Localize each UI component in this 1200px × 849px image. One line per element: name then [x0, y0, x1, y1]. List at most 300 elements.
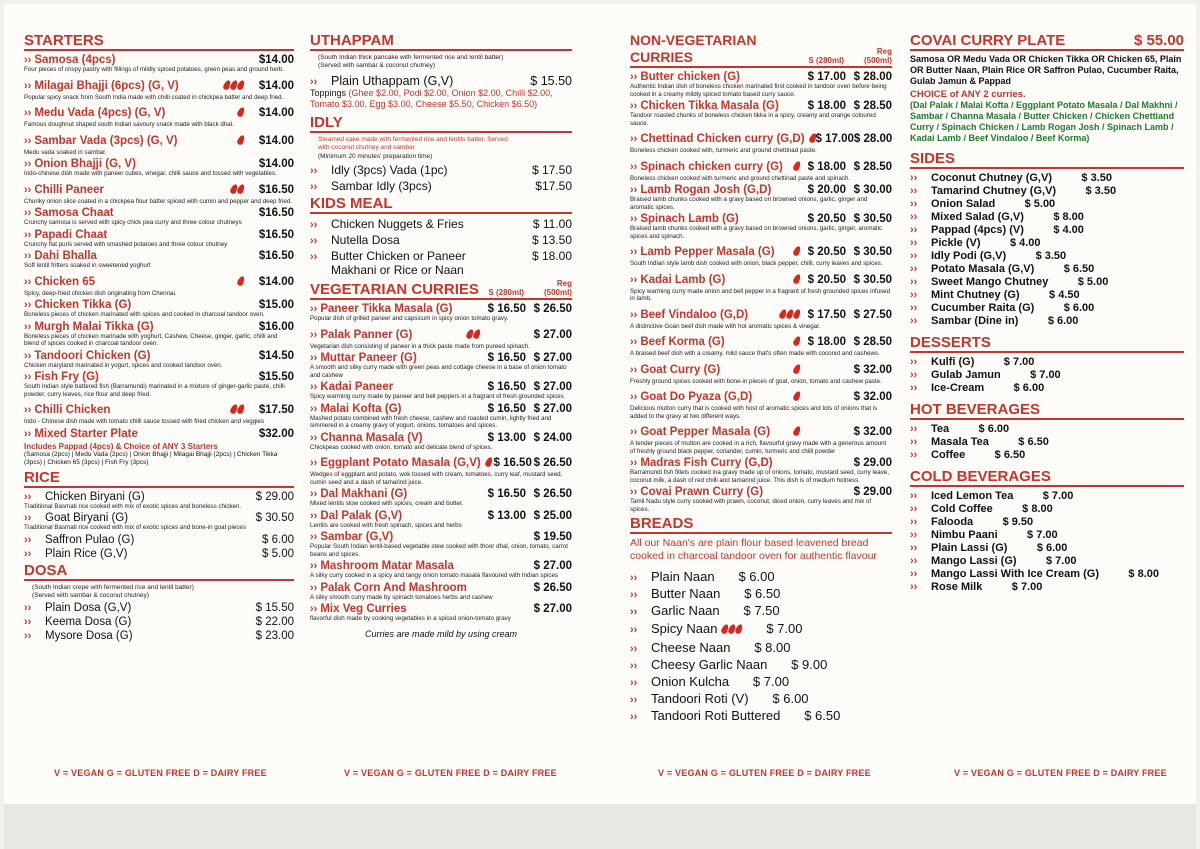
item-name: Plain Uthappam (G,V)	[331, 74, 454, 88]
item-desc: Popular spicy snack from South India made with chilli coated in chickpea batter and deep fried.	[24, 93, 284, 101]
item-row	[910, 315, 1078, 327]
item-name: Beef Vindaloo (G,D)	[640, 308, 749, 321]
arrow-icon: ››	[630, 624, 638, 636]
arrow-icon: ››	[910, 555, 918, 567]
item-name: Cold Coffee	[931, 503, 993, 515]
item-name: Sambar Vada (3pcs) (G, V)	[34, 134, 178, 147]
item-name: Iced Lemon Tea	[931, 490, 1014, 502]
item-row	[910, 490, 1073, 502]
item-name: Chicken Biryani (G)	[45, 490, 145, 503]
arrow-icon: ››	[24, 228, 32, 241]
item-name: Channa Masala (V)	[320, 431, 423, 444]
menu-item	[910, 356, 1184, 368]
menu-item	[910, 449, 1184, 461]
item-name: Madras Fish Curry (G,D)	[640, 457, 773, 469]
item-price: $16.50	[258, 228, 294, 241]
item-row	[630, 387, 892, 405]
menu-item	[24, 299, 294, 319]
item-desc: Boneless pieces of chicken marinade with yoghurt, Cashew, Cheese, ginger, garlic, chilli and blend of spices cooked in charcoal tandoor oven.	[24, 332, 278, 347]
item-price: $ 7.00	[1011, 581, 1043, 593]
nonveg-header	[630, 32, 892, 68]
sides-header	[910, 150, 1184, 169]
price-regular: $ 30.50	[853, 246, 892, 258]
cold-header	[910, 468, 1184, 487]
desserts-header	[910, 334, 1184, 353]
item-desc: Tandoor roasted chunks of boneless chicken tikka in a spicy, creamy and orange coloured sauce.	[630, 112, 876, 127]
arrow-icon: ››	[24, 183, 32, 196]
menu-item	[24, 491, 294, 511]
item-row	[310, 303, 572, 315]
item-row	[630, 305, 892, 323]
item-name: Malai Kofta (G)	[320, 402, 402, 415]
item-price: $ 15.50	[530, 74, 572, 88]
arrow-icon: ››	[24, 490, 32, 503]
price-small: $ 18.00	[807, 160, 846, 173]
item-price: $14.50	[258, 349, 294, 362]
price-regular: $ 28.50	[853, 160, 892, 173]
col-regular: Reg (500ml)	[863, 47, 892, 65]
item-row	[910, 172, 1112, 184]
breads-title: BREADS	[630, 515, 694, 532]
sides-title: SIDES	[910, 150, 956, 167]
idly-note-1: Steamed cake made with fermented rice and lentils batter. Served	[318, 136, 508, 143]
arrow-icon: ››	[24, 158, 32, 170]
arrow-icon: ››	[910, 503, 918, 515]
arrow-icon: ››	[630, 71, 638, 83]
arrow-icon: ››	[630, 426, 638, 438]
item-row	[630, 674, 789, 689]
item-name: Chicken Tikka (G)	[34, 299, 132, 311]
menu-item	[630, 270, 892, 303]
item-desc: Lentils are cooked with fresh spinach, spices and herbs	[310, 521, 462, 529]
price-regular: $ 27.50	[853, 308, 892, 321]
item-row	[24, 616, 294, 628]
nonveg-title: NON-VEGETARIAN CURRIES	[630, 32, 757, 65]
menu-item	[630, 71, 892, 98]
item-name: Butter Naan	[651, 586, 721, 601]
arrow-icon: ››	[910, 198, 918, 210]
item-row	[630, 129, 892, 147]
item-row	[24, 491, 294, 503]
combo-note: Includes Pappad (4pcs) & Choice of ANY 3 Starters	[24, 441, 218, 451]
item-name: Idly (3pcs) Vada (1pc)	[331, 163, 448, 177]
menu-item	[630, 620, 892, 638]
menu-sheet	[4, 4, 1196, 804]
item-row	[910, 382, 1044, 394]
item-row	[24, 400, 294, 418]
item-price: $ 8.00	[1128, 568, 1159, 580]
item-price: $ 6.00	[1013, 382, 1045, 394]
arrow-icon: ››	[24, 79, 32, 92]
item-row	[630, 242, 892, 260]
arrow-icon: ››	[24, 349, 32, 362]
price-small: $ 18.00	[807, 100, 846, 112]
menu-item	[310, 352, 572, 379]
menu-item	[24, 371, 294, 398]
menu-item	[310, 582, 572, 602]
chili-icons	[485, 453, 492, 471]
menu-item	[630, 486, 892, 513]
chili-icons	[793, 332, 800, 350]
item-row	[910, 436, 1049, 448]
item-row	[630, 100, 892, 112]
arrow-icon: ››	[310, 303, 318, 315]
item-price: $ 6.00	[1063, 302, 1095, 314]
menu-item	[910, 302, 1184, 314]
item-name: Masala Tea	[931, 436, 989, 448]
arrow-icon: ››	[310, 581, 318, 594]
dosa-note-2: (Served with sambar & coconut chutney)	[32, 591, 150, 599]
item-name: Eggplant Potato Masala (G,V)	[320, 457, 481, 469]
price-regular: $ 32.00	[853, 391, 892, 403]
item-desc: Crunchy flat puris served with smashed potatoes and three colour chutney	[24, 240, 228, 248]
item-price: $ 3.50	[1085, 185, 1117, 197]
uthappam-note-1: (South Indian thick pancake with fermented rice and lentil batter)	[318, 54, 504, 61]
price-small: $ 16.50	[487, 402, 526, 415]
item-name: Kadai Paneer	[320, 381, 394, 393]
price-small: $ 16.50	[493, 457, 532, 469]
item-price: $ 6.00	[262, 533, 294, 546]
item-row	[630, 620, 802, 638]
panel-starters-rice-dosa	[24, 30, 294, 804]
price-regular: $ 27.00	[533, 603, 572, 615]
item-name: Paneer Tikka Masala (G)	[320, 303, 453, 315]
item-price: $ 30.50	[255, 512, 294, 524]
item-price: $ 7.00	[1003, 356, 1035, 368]
legend-2: V = VEGAN G = GLUTEN FREE D = DAIRY FREE	[344, 768, 557, 778]
item-desc: Tamil Nadu style curry cooked with prawn, coconut, diced onion, curry leaves and mix of spices.	[630, 498, 872, 513]
item-row	[24, 76, 294, 94]
item-name: Dahi Bhalla	[34, 250, 97, 262]
item-price: $ 6.00	[1047, 315, 1079, 327]
starters-title: STARTERS	[24, 32, 104, 49]
col-regular: Reg (500ml)	[543, 279, 572, 297]
item-name: Coffee	[931, 449, 966, 461]
item-name: Mixed Salad (G,V)	[931, 211, 1024, 223]
menu-item	[310, 163, 572, 177]
item-name: Plain Dosa (G,V)	[45, 601, 132, 614]
item-desc: Mashed potato combined with fresh cheese, cashew and roasted cumin, lightly fried and simmered in a creamy gravy of yogurt, onions, tomatoes and spices.	[310, 414, 552, 429]
arrow-icon: ››	[310, 328, 318, 341]
item-row	[910, 250, 1066, 262]
item-row	[630, 422, 892, 440]
menu-item	[630, 569, 892, 584]
item-name: Cheesy Garlic Naan	[651, 657, 768, 672]
item-price: $ 6.50	[994, 449, 1026, 461]
arrow-icon: ››	[630, 589, 638, 601]
item-price: $ 7.50	[743, 603, 780, 618]
menu-item	[24, 548, 294, 560]
item-row	[910, 302, 1094, 314]
item-name: Pappad (4pcs) (V)	[931, 224, 1024, 236]
arrow-icon: ››	[310, 560, 318, 572]
hot-list	[910, 423, 1184, 461]
covai-title: COVAI CURRY PLATE	[910, 32, 1066, 49]
item-row	[630, 586, 780, 601]
item-name: Mashroom Matar Masala	[320, 560, 454, 572]
arrow-icon: ››	[910, 289, 918, 301]
item-name: Onion Bhajji (G, V)	[34, 158, 136, 170]
item-name: Milagai Bhajji (6pcs) (G, V)	[34, 79, 179, 92]
item-price: $ 7.00	[1027, 529, 1058, 541]
menu-item	[24, 180, 294, 206]
menu-item	[910, 289, 1184, 301]
item-desc: Four pieces of crispy pastry with fillings of mildly spiced potatoes, green peas and ground herb.	[24, 66, 285, 73]
chili-icons	[793, 270, 800, 288]
item-desc: Authentic Indian dish of boneless chicken marinated first cooked in tandoor oven before being cooked in a creamy mildly spiced tomato based curry sauce.	[630, 83, 887, 98]
menu-item	[24, 602, 294, 614]
price-regular: $ 26.50	[533, 303, 572, 315]
price-small: $ 17.50	[807, 308, 846, 321]
chili-icons	[230, 180, 244, 198]
item-row	[630, 691, 809, 706]
menu-item	[910, 423, 1184, 435]
item-row	[24, 54, 294, 66]
price-regular: $ 28.50	[853, 100, 892, 112]
item-row	[630, 657, 827, 672]
item-row	[910, 581, 1042, 593]
arrow-icon: ››	[910, 185, 918, 197]
item-row	[310, 249, 572, 263]
item-name: Murgh Malai Tikka (G)	[34, 320, 154, 333]
item-desc: Mixed lentils slow cooked with spices, cream and butter.	[310, 500, 464, 507]
item-row	[24, 299, 294, 311]
uthappam-section	[310, 32, 572, 110]
toppings-list: (Ghee $2.00, Podi $2.00, Onion $2.00, Chilli $2.00, Tomato $3.00, Egg $3.00, Cheese $5.50, Chicken $6.50)	[310, 88, 553, 109]
menu-item	[24, 512, 294, 532]
idly-title: IDLY	[310, 114, 343, 131]
curries-footnote: Curries are made mild by using cream	[364, 628, 518, 639]
menu-item	[24, 250, 294, 270]
arrow-icon: ››	[910, 490, 918, 502]
arrow-icon: ››	[910, 250, 918, 262]
arrow-icon: ››	[24, 250, 32, 262]
item-desc: Spicy warming curry made onion and bell pepper in a fragrant of fresh grounded spices infused in lamb.	[630, 287, 891, 302]
chili-icon	[472, 328, 482, 340]
item-price: $ 4.00	[1053, 224, 1084, 236]
menu-item	[310, 249, 572, 277]
item-row	[24, 534, 294, 546]
arrow-icon: ››	[310, 181, 318, 193]
arrow-icon: ››	[310, 219, 318, 231]
item-name: Goat Pepper Masala (G)	[640, 426, 771, 438]
legend-1: V = VEGAN G = GLUTEN FREE D = DAIRY FREE	[54, 768, 267, 778]
arrow-icon: ››	[630, 486, 638, 498]
item-row-2	[310, 263, 572, 277]
arrow-icon: ››	[630, 100, 638, 112]
menu-item	[910, 211, 1184, 223]
item-row	[24, 548, 294, 560]
menu-item	[910, 581, 1184, 593]
item-price: $14.00	[258, 158, 294, 170]
arrow-icon: ››	[24, 427, 32, 440]
item-name: Spicy Naan	[651, 621, 718, 636]
item-price: $16.50	[258, 207, 294, 219]
item-price: $ 6.00	[738, 569, 775, 584]
legend-4: V = VEGAN G = GLUTEN FREE D = DAIRY FREE	[954, 768, 1167, 778]
menu-item	[910, 490, 1184, 502]
dosa-note-1: (South Indian crepe with fermented rice and lentil batter)	[32, 583, 194, 591]
item-name: Muttar Paneer (G)	[320, 352, 417, 364]
combo-sub: (Samosa (2pcs) | Medu Vada (2pcs) | Onion Bhajji | Milagai Bhajji (2pcs) | Chicken Tikka (3pcs) | Chicken 65 (3pcs) | Fish Fry (3pcs)	[24, 450, 278, 466]
chili-icons	[721, 620, 742, 638]
arrow-icon: ››	[310, 251, 318, 263]
price-regular: $ 29.00	[853, 486, 892, 498]
menu-item	[630, 129, 892, 155]
item-price: $ 18.00	[531, 249, 572, 263]
price-small: $ 16.50	[487, 381, 526, 393]
arrow-icon: ››	[630, 677, 638, 689]
item-name: Palak Corn And Mashroom	[320, 581, 467, 594]
panel-nonveg-breads	[630, 30, 892, 804]
price-small: $ 18.00	[807, 336, 846, 348]
item-desc: Crunchy samosa is served with spicy chick pea curry and three colour chutneys	[24, 219, 242, 226]
price-regular: $ 30.00	[853, 184, 892, 196]
breads-section	[630, 515, 892, 723]
item-row	[310, 560, 572, 572]
item-name: Sweet Mango Chutney	[931, 276, 1049, 288]
item-row	[910, 449, 1025, 461]
item-name: Tandoori Roti (V)	[651, 691, 749, 706]
price-regular: $ 28.00	[853, 133, 893, 145]
item-row	[630, 360, 892, 378]
price-regular: $ 26.50	[533, 581, 572, 594]
kids-header	[310, 195, 572, 214]
menu-item	[24, 630, 294, 642]
veg-list	[310, 303, 572, 623]
item-name: Goat Do Pyaza (G,D)	[640, 391, 753, 403]
item-name: Ice-Cream	[931, 382, 985, 394]
item-desc: Chunky onion slice coated in a chickpea flour batter spiced with cumin and pepper and deep fried.	[24, 197, 292, 205]
arrow-icon: ››	[910, 449, 918, 461]
menu-item	[630, 213, 892, 240]
item-name-2: Makhani or Rice or Naan	[331, 263, 464, 277]
item-name: Tandoori Chicken (G)	[34, 349, 151, 362]
item-row	[310, 453, 572, 471]
item-row	[24, 207, 294, 219]
menu-item	[630, 332, 892, 358]
arrow-icon: ››	[630, 308, 638, 321]
idly-note-3: (Minimum 20 minutes' preparation time)	[318, 153, 433, 160]
menu-item	[24, 229, 294, 249]
item-row	[630, 603, 780, 618]
item-desc: Popular dish of grilled paneer and capsicum in spicy onion tomato gravy.	[310, 315, 509, 322]
arrow-icon: ››	[24, 629, 32, 642]
menu-item	[310, 510, 572, 530]
item-name: Lamb Rogan Josh (G,D)	[640, 184, 772, 196]
menu-item	[310, 432, 572, 452]
menu-item	[630, 657, 892, 672]
item-row	[910, 503, 1053, 515]
item-row	[630, 486, 892, 498]
arrow-icon: ››	[24, 615, 32, 628]
menu-item	[910, 436, 1184, 448]
item-row	[24, 428, 294, 440]
price-regular: $ 27.00	[533, 352, 572, 364]
item-row	[310, 163, 572, 177]
item-name: Keema Dosa (G)	[45, 615, 132, 628]
price-regular: $ 27.00	[533, 381, 572, 393]
price-regular: $ 26.50	[533, 457, 572, 469]
item-row	[310, 432, 572, 444]
item-name: Mix Veg Curries	[320, 603, 407, 615]
item-desc: Wedges of eggplant and potato, wok tossed with cream, tomatoes, curry leaf, mustard seed, cumin seed and a dash of tamarind juice.	[310, 471, 563, 486]
menu-item	[910, 555, 1184, 567]
menu-item	[24, 158, 294, 178]
item-price: $ 6.50	[1063, 263, 1095, 275]
panel-covai-sides-desserts-beverages	[910, 30, 1184, 804]
sides-list	[910, 172, 1184, 327]
chili-icons	[809, 129, 816, 147]
item-price: $ 6.00	[978, 423, 1010, 435]
item-name: Fish Fry (G)	[34, 371, 99, 383]
price-regular: $ 32.00	[853, 363, 892, 376]
chili-icons	[237, 272, 244, 290]
item-desc: Soft lentil fritters soaked in sweetened yoghurt	[24, 262, 151, 269]
arrow-icon: ››	[910, 315, 918, 327]
nonveg-section	[630, 32, 892, 513]
item-row	[630, 640, 791, 655]
item-row	[310, 488, 572, 500]
menu-item	[24, 350, 294, 370]
covai-section	[910, 32, 1184, 144]
menu-item	[910, 276, 1184, 288]
covai-options: (Dal Palak / Malai Kofta / Eggplant Potato Masala / Dal Makhni / Sambar / Channa Masala / Butter Chicken / Chicken Chettiand Curry / Spinach Chicken / Lamb Rogan Josh / Spinach Lamb / Kadai Lamb / Beef Vindaloo / Beef Korma)	[910, 100, 1178, 143]
starters-section	[24, 32, 294, 467]
idly-note-2: with coconut chutney and sambar	[318, 144, 415, 151]
item-name: Sambar (Dine in)	[931, 315, 1019, 327]
item-name: Sambar (G,V)	[320, 531, 394, 543]
arrow-icon: ››	[910, 529, 918, 541]
cold-title: COLD BEVERAGES	[910, 468, 1051, 485]
item-price: $ 7.00	[766, 621, 803, 636]
toppings	[310, 88, 572, 110]
item-row	[24, 321, 294, 333]
menu-item	[630, 640, 892, 655]
item-price: $ 17.50	[531, 163, 572, 177]
item-name: Cucumber Raita (G)	[931, 302, 1035, 314]
item-desc: Freshly ground spices cooked with bone-in pieces of goat, onion, tomato and cashew paste.	[630, 377, 882, 385]
arrow-icon: ››	[24, 54, 32, 66]
item-price: $ 5.00	[262, 547, 294, 560]
item-price: $15.50	[258, 371, 294, 383]
arrow-icon: ››	[630, 273, 638, 286]
menu-item	[310, 179, 572, 193]
item-desc: A tender pieces of mutton are cooked in a rich, flavourful gravy made with a generous amount of freshly ground black pepper, coriander, cumin, turmeric and chilli powder	[630, 440, 887, 455]
price-small: $ 20.50	[807, 273, 846, 286]
desserts-list	[910, 356, 1184, 394]
chili-icons	[779, 305, 800, 323]
item-price: $14.00	[258, 54, 294, 66]
page-bottom-strip	[4, 804, 1196, 849]
chili-icons	[793, 422, 800, 440]
item-row	[310, 233, 572, 247]
item-row	[630, 332, 892, 350]
item-price: $ 9.50	[1002, 516, 1034, 528]
item-name: Palak Panner (G)	[320, 328, 413, 341]
item-row	[910, 185, 1116, 197]
item-row	[310, 510, 572, 522]
menu-item	[24, 272, 294, 298]
item-price: $14.00	[258, 275, 294, 288]
price-small: $ 16.50	[487, 352, 526, 364]
arrow-icon: ››	[24, 601, 32, 614]
menu-item	[910, 529, 1184, 541]
item-row	[630, 569, 775, 584]
item-name: Onion Salad	[931, 198, 996, 210]
item-price: $15.00	[258, 299, 294, 311]
arrow-icon: ››	[910, 211, 918, 223]
